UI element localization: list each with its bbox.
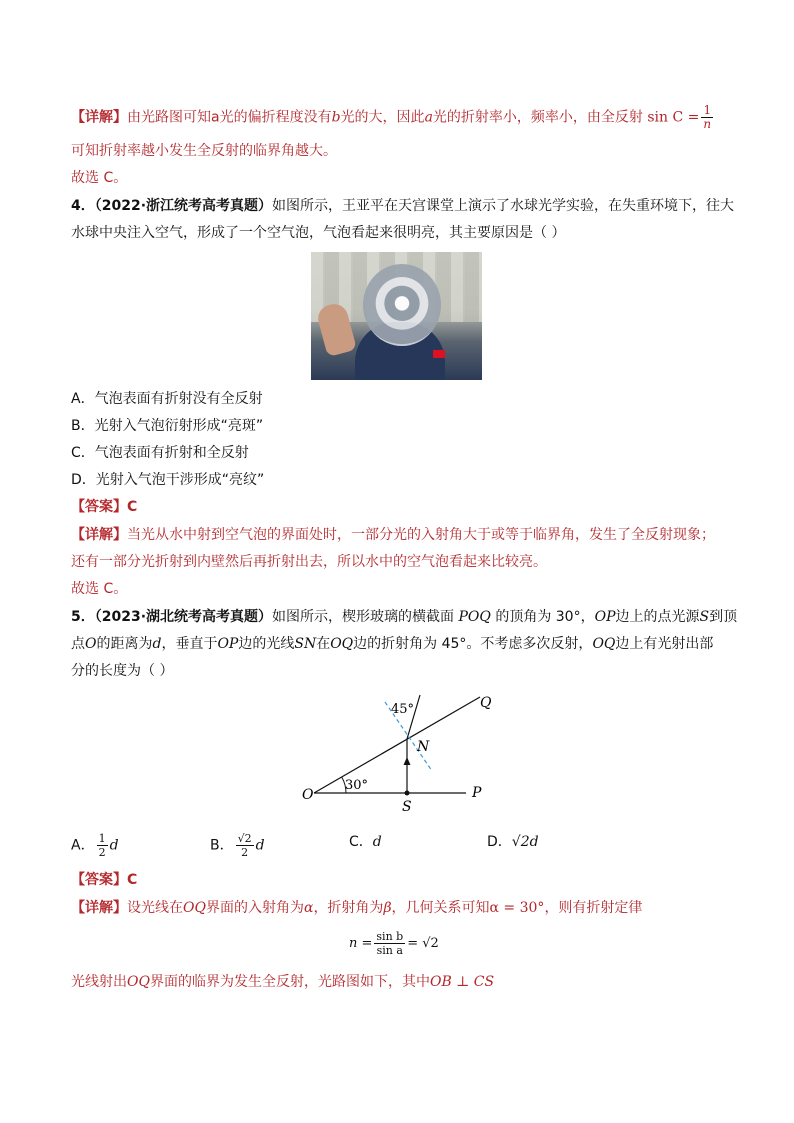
q5-option-a: A． $\frac{1}{2}$ d [71, 832, 119, 859]
label-o: O [302, 787, 314, 803]
q5-detail-line1: 【详解】设光线在OQ界面的入射角为α，折射角为β，几何关系可知α = 30°，则有折射定律 [71, 900, 643, 916]
refraction-equation: n = $\frac{\text{sin b}}{\text{sin a}}$ = √2 [349, 930, 439, 957]
q5-stem-line2: 点O的距离为d，垂直于OP边的光线SN在OQ边的折射角为 45°。不考虑多次反射，OQ边上有光射出部 [71, 636, 714, 652]
label-q: Q [480, 695, 492, 711]
angle-30: 30° [345, 778, 369, 793]
q3-detail-line2: 可知折射率越小发生全反射的临界角越大。 [71, 143, 337, 159]
formula: sin C = [647, 109, 700, 126]
label-n: N [417, 739, 430, 755]
q4-option-a: A．气泡表面有折射没有全反射 [71, 391, 263, 407]
q4-stem-line1: 4．（2022·浙江统考高考真题）如图所示，王亚平在天宫课堂上演示了水球光学实验，在失重环境下，往大 [71, 198, 735, 214]
q4-answer: 【答案】C [71, 499, 138, 515]
q4-stem-line2: 水球中央注入空气，形成了一个空气泡，气泡看起来很明亮，其主要原因是（ ） [71, 225, 566, 241]
q5-option-b: B． $\frac{√2}{2}$ d [210, 832, 265, 859]
wedge-figure [290, 685, 510, 815]
ray-arrow [404, 757, 411, 765]
q4-choose: 故选 C。 [71, 581, 128, 597]
formula-fraction: $\frac{1}{n}$ [703, 103, 712, 131]
water-ball-photo [311, 252, 482, 380]
q4-option-c: C．气泡表面有折射和全反射 [71, 445, 249, 461]
q4-option-d: D．光射入气泡干涉形成“亮纹” [71, 472, 265, 488]
q5-detail-line3: 光线射出OQ界面的临界为发生全反射，光路图如下，其中OB ⊥ CS [71, 974, 495, 990]
q5-stem-line1: 5．（2023·湖北统考高考真题）如图所示，楔形玻璃的横截面 POQ 的顶角为 30°，OP边上的点光源S到顶 [71, 609, 738, 625]
detail-tag: 【详解】 [71, 109, 127, 126]
q5-option-d: D．√2d [487, 834, 539, 850]
q4-detail-line2: 还有一部分光折射到内壁然后再折射出去，所以水中的空气泡看起来比较亮。 [71, 554, 547, 570]
q5-answer: 【答案】C [71, 872, 138, 888]
q3-detail-line1: 【详解】由光路图可知a光的偏折程度没有b光的大，因此a光的折射率小，频率小，由全反射 sin C = $\frac{1}{n}$ [71, 103, 712, 131]
q5-stem-line3: 分的长度为（ ） [71, 663, 174, 679]
q4-detail-line1: 【详解】当光从水中射到空气泡的界面处时，一部分光的入射角大于或等于临界角，发生了全反射现象； [71, 527, 715, 543]
q4-option-b: B．光射入气泡衍射形成“亮斑” [71, 418, 264, 434]
angle-45: 45° [391, 702, 415, 717]
q3-choose: 故选 C。 [71, 170, 128, 186]
label-s: S [402, 799, 412, 815]
point-s [405, 791, 410, 796]
q5-option-c: C．d [349, 834, 382, 850]
label-p: P [472, 785, 482, 801]
